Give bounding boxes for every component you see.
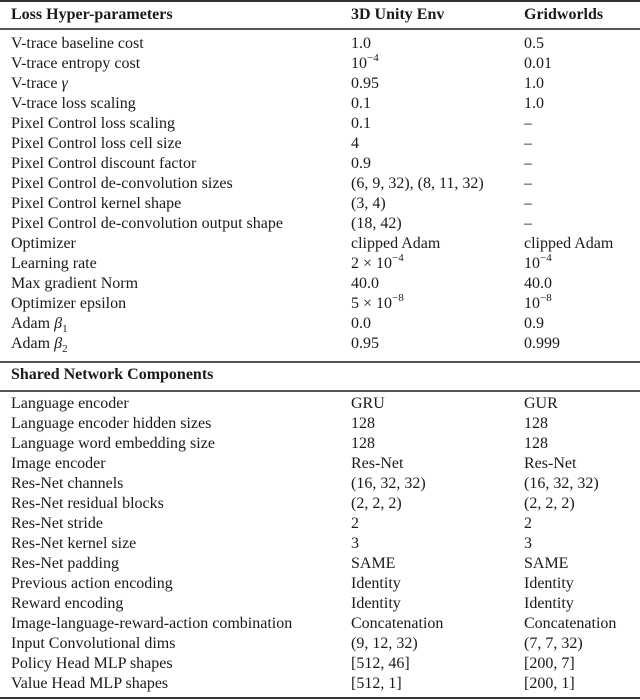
table-row (0, 134, 640, 154)
unity-value: 0.9 (351, 155, 371, 172)
gridworlds-value: 3 (524, 535, 532, 552)
table-row (0, 334, 640, 354)
unity-value: Concatenation (351, 615, 444, 632)
param-name: Optimizer (11, 235, 76, 252)
unity-value: [512, 1] (351, 675, 402, 692)
gridworlds-value: (2, 2, 2) (524, 495, 575, 512)
param-name: Image encoder (11, 455, 106, 472)
table-row (0, 174, 640, 194)
param-name: Language encoder hidden sizes (11, 415, 212, 432)
gridworlds-value: 40.0 (524, 275, 552, 292)
param-name: V-trace loss scaling (11, 95, 136, 112)
param-name: Max gradient Norm (11, 275, 139, 292)
table-row (0, 154, 640, 174)
unity-value: Identity (351, 575, 401, 592)
unity-value: [512, 46] (351, 655, 410, 672)
param-name: Res-Net stride (11, 515, 103, 532)
gridworlds-value: 0.01 (524, 55, 552, 72)
table-row (0, 214, 640, 234)
table-row (0, 494, 640, 514)
gridworlds-value: Res-Net (524, 455, 577, 472)
unity-value: (6, 9, 32), (8, 11, 32) (351, 175, 484, 192)
param-name: Previous action encoding (11, 575, 173, 592)
gridworlds-value: 2 (524, 515, 532, 532)
gridworlds-value: – (524, 115, 532, 132)
gridworlds-value: – (524, 135, 532, 152)
param-name: Pixel Control de-convolution sizes (11, 175, 233, 192)
gridworlds-value: [200, 1] (524, 675, 575, 692)
gridworlds-value: 0.999 (524, 335, 560, 352)
param-name: Language word embedding size (11, 435, 215, 452)
unity-value: 128 (351, 415, 375, 432)
gridworlds-value: – (524, 215, 532, 232)
unity-value: 0.1 (351, 115, 371, 132)
gridworlds-value: GUR (524, 395, 558, 412)
param-name: Value Head MLP shapes (11, 675, 169, 692)
table-row (0, 194, 640, 214)
gridworlds-value: – (524, 195, 532, 212)
table-row (0, 94, 640, 114)
unity-value: (9, 12, 32) (351, 635, 418, 652)
param-name: Image-language-reward-action combination (11, 615, 293, 632)
table-row (0, 74, 640, 94)
unity-value: 0.1 (351, 95, 371, 112)
table-row (0, 634, 640, 654)
gridworlds-value: $10^{-4}$ (524, 251, 552, 272)
param-name: Pixel Control discount factor (11, 155, 197, 172)
section-rule-top (0, 361, 640, 363)
header-rule (0, 28, 640, 30)
table-row (0, 434, 640, 454)
section-rule-bottom (0, 390, 640, 392)
param-name: Pixel Control loss scaling (11, 115, 175, 132)
gridworlds-value: $10^{-8}$ (524, 291, 552, 312)
table-row (0, 554, 640, 574)
table-row (0, 234, 640, 254)
unity-value: Identity (351, 595, 401, 612)
gridworlds-value: 128 (524, 435, 548, 452)
param-name: Res-Net padding (11, 555, 119, 572)
param-name: Pixel Control de-convolution output shape (11, 215, 283, 232)
param-name: Language encoder (11, 395, 129, 412)
param-name: Learning rate (11, 255, 97, 272)
gridworlds-value: 1.0 (524, 75, 544, 92)
unity-value: 4 (351, 135, 359, 152)
table-row (0, 614, 640, 634)
table-row (0, 274, 640, 294)
table-row (0, 114, 640, 134)
param-name: Input Convolutional dims (11, 635, 176, 652)
unity-value: 0.0 (351, 315, 371, 332)
table-row (0, 654, 640, 674)
gridworlds-value: clipped Adam (524, 235, 614, 252)
param-name: Reward encoding (11, 595, 124, 612)
header-row (0, 5, 640, 25)
param-name: Adam $\beta_1$ (11, 315, 68, 336)
gridworlds-value: 128 (524, 415, 548, 432)
gridworlds-value: – (524, 155, 532, 172)
table-row (0, 291, 640, 314)
gridworlds-value: (7, 7, 32) (524, 635, 583, 652)
param-name: Pixel Control kernel shape (11, 195, 182, 212)
table-row (0, 454, 640, 474)
unity-value: (2, 2, 2) (351, 495, 402, 512)
gridworlds-value: Identity (524, 595, 574, 612)
param-name: V-trace γ (11, 75, 68, 92)
table-row (0, 251, 640, 274)
unity-value: clipped Adam (351, 235, 441, 252)
gridworlds-value: [200, 7] (524, 655, 575, 672)
table-row (0, 51, 640, 74)
gridworlds-value: 0.9 (524, 315, 544, 332)
unity-value: 1.0 (351, 35, 371, 52)
top-rule (0, 0, 640, 2)
param-name: Policy Head MLP shapes (11, 655, 173, 672)
section-header-row (0, 365, 640, 385)
table-row (0, 474, 640, 494)
param-name: Res-Net channels (11, 475, 124, 492)
gridworlds-value: – (524, 175, 532, 192)
param-name: Pixel Control loss cell size (11, 135, 182, 152)
unity-value: $2 \times 10^{-4}$ (351, 251, 404, 272)
param-name: Optimizer epsilon (11, 295, 127, 312)
param-name: Loss Hyper-parameters (11, 6, 173, 23)
param-name: Adam $\beta_2$ (11, 335, 68, 356)
param-name: V-trace baseline cost (11, 35, 144, 52)
table-row (0, 534, 640, 554)
table-row (0, 314, 640, 334)
unity-value: 3 (351, 535, 359, 552)
table-row (0, 674, 640, 694)
unity-value: 2 (351, 515, 359, 532)
unity-value: $5 \times 10^{-8}$ (351, 291, 404, 312)
unity-value: SAME (351, 555, 396, 572)
unity-value: $10^{-4}$ (351, 51, 379, 72)
param-name: Res-Net residual blocks (11, 495, 164, 512)
unity-value: (16, 32, 32) (351, 475, 426, 492)
bottom-rule (0, 697, 640, 699)
table-row (0, 574, 640, 594)
unity-value: 128 (351, 435, 375, 452)
unity-value: (3, 4) (351, 195, 386, 212)
table-row (0, 514, 640, 534)
unity-value: 40.0 (351, 275, 379, 292)
unity-value: Res-Net (351, 455, 404, 472)
param-name: Shared Network Components (11, 366, 214, 383)
table-row (0, 594, 640, 614)
table-row (0, 34, 640, 54)
gridworlds-value: Identity (524, 575, 574, 592)
unity-value: (18, 42) (351, 215, 402, 232)
param-name: V-trace entropy cost (11, 55, 141, 72)
unity-value: 0.95 (351, 75, 379, 92)
unity-value: 3D Unity Env (351, 6, 445, 23)
unity-value: 0.95 (351, 335, 379, 352)
gridworlds-value: Gridworlds (524, 6, 604, 23)
gridworlds-value: 0.5 (524, 35, 544, 52)
unity-value: GRU (351, 395, 385, 412)
table-row (0, 394, 640, 414)
gridworlds-value: SAME (524, 555, 569, 572)
gridworlds-value: (16, 32, 32) (524, 475, 599, 492)
gridworlds-value: Concatenation (524, 615, 617, 632)
param-name: Res-Net kernel size (11, 535, 137, 552)
gridworlds-value: 1.0 (524, 95, 544, 112)
table-row (0, 414, 640, 434)
